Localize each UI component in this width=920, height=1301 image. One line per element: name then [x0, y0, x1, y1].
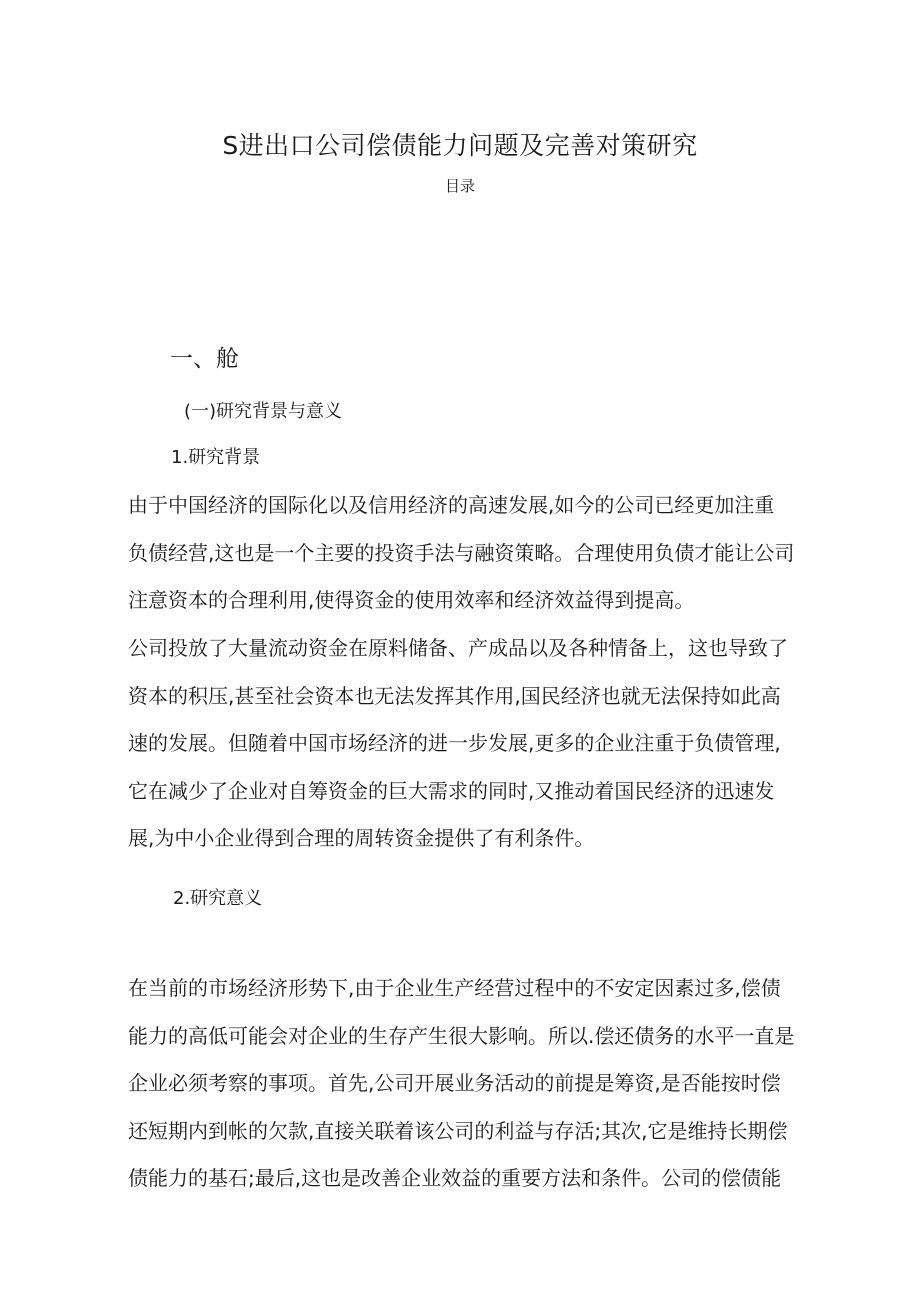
paragraph-line: 速的发展。但随着中国市场经济的进一步发展,更多的企业注重于负债管理,: [128, 731, 781, 755]
toc-label: 目录: [444, 177, 475, 195]
paragraph-line: 债能力的基石;最后,这也是改善企业效益的重要方法和条件。公司的偿债能: [128, 1166, 782, 1190]
section-heading: 一、舱: [170, 346, 239, 372]
paragraph-line: 负债经营,这也是一个主要的投资手法与融资策略。合理使用负债才能让公司: [128, 540, 795, 565]
paragraph-line: 资本的积压,甚至社会资本也无法发挥其作用,国民经济也就无法保持如此高: [128, 683, 781, 708]
paragraph-line: 在当前的市场经济形势下,由于企业生产经营过程中的不安定因素过多,偿债: [128, 976, 781, 1000]
subsection-heading: (一)研究背景与意义: [184, 401, 343, 422]
paragraph-line: 由于中国经济的国际化以及信用经济的高速发展,如今的公司已经更加注重: [128, 493, 775, 517]
paragraph-line: 企业必须考察的事项。首先,公司开展业务活动的前提是筹资,是否能按时偿: [128, 1071, 781, 1095]
paragraph-line: 还短期内到帐的欠款,直接关联着该公司的利益与存活;其次,它是维持长期偿: [128, 1118, 788, 1143]
significance-paragraph: [128, 965, 808, 1203]
research-significance-heading: 2.研究意义: [173, 888, 263, 909]
background-paragraph-1: [128, 482, 808, 625]
background-paragraph-2: [128, 625, 808, 863]
paragraph-line: 能力的高低可能会对企业的生存产生很大影响。所以.偿还债务的水平一直是: [128, 1023, 795, 1048]
paragraph-line: 它在减少了企业对自筹资金的巨大需求的同时,又推动着国民经济的迅速发: [128, 778, 775, 803]
research-background-heading: 1.研究背景: [171, 447, 261, 468]
paragraph-line: 公司投放了大量流动资金在原料储备、产成品以及各种情备上，这也导致了: [128, 636, 788, 660]
paragraph-line: 展,为中小企业得到合理的周转资金提供了有利条件。: [128, 826, 595, 850]
document-title: S进出口公司偿债能力问题及完善对策研究: [222, 131, 698, 160]
paragraph-line: 注意资本的合理利用,使得资金的使用效率和经济效益得到提高。: [128, 588, 695, 612]
